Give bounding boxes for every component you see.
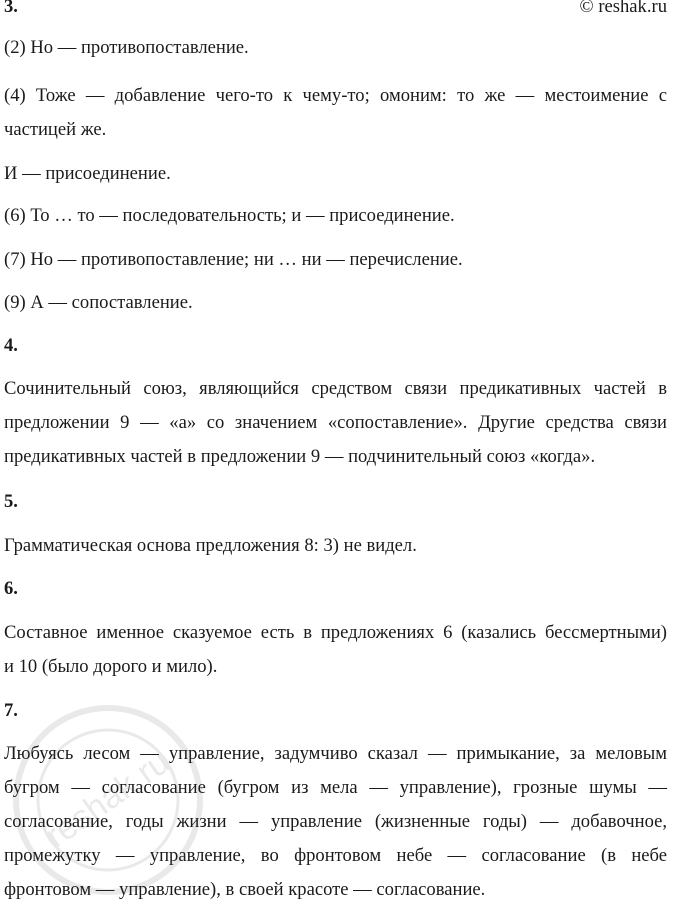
answer-line: И — присоединение. — [4, 163, 171, 184]
answer-line: бугром — согласование (бугром из мела — управление), грозные шумы — — [4, 777, 667, 798]
copyright-label: © reshak.ru — [579, 0, 667, 17]
answer-line: и 10 (было дорого и мило). — [4, 656, 218, 677]
answer-line: Любуясь лесом — управление, задумчиво сказал — примыкание, за меловым — [4, 743, 667, 764]
answer-line: (7) Но — противопоставление; ни … ни — перечисление. — [4, 249, 463, 270]
answer-line: (2) Но — противопоставление. — [4, 37, 249, 58]
answer-line: (9) А — сопоставление. — [4, 292, 193, 313]
answer-line: (6) То … то — последовательность; и — присоединение. — [4, 205, 455, 226]
answer-line: предложении 9 — «а» со значением «сопоставление». Другие средства связи — [4, 412, 667, 433]
section-number-6: 6. — [4, 578, 18, 599]
answer-line: Грамматическая основа предложения 8: 3) не видел. — [4, 535, 417, 556]
answer-line: промежутку — управление, во фронтовом небе — согласование (в небе — [4, 845, 667, 866]
section-number-7: 7. — [4, 700, 18, 721]
answer-line: Составное именное сказуемое есть в предложениях 6 (казались бессмертными) — [4, 622, 667, 643]
answer-line: Сочинительный союз, являющийся средством связи предикативных частей в — [4, 378, 667, 399]
reshak-watermark-icon — [8, 700, 208, 900]
section-number-5: 5. — [4, 491, 18, 512]
answer-line: фронтовом — управление), в своей красоте — согласование. — [4, 879, 486, 900]
answer-line: согласование, годы жизни — управление (жизненные годы) — добавочное, — [4, 811, 667, 832]
answer-line: частицей же. — [4, 119, 107, 140]
section-number-3: 3. — [4, 0, 18, 17]
answer-line: предикативных частей в предложении 9 — подчинительный союз «когда». — [4, 446, 596, 467]
section-number-4: 4. — [4, 335, 18, 356]
svg-text:reshak.ru: reshak.ru — [38, 742, 177, 856]
answer-line: (4) Тоже — добавление чего-то к чему-то; омоним: то же — местоимение с — [4, 85, 667, 106]
